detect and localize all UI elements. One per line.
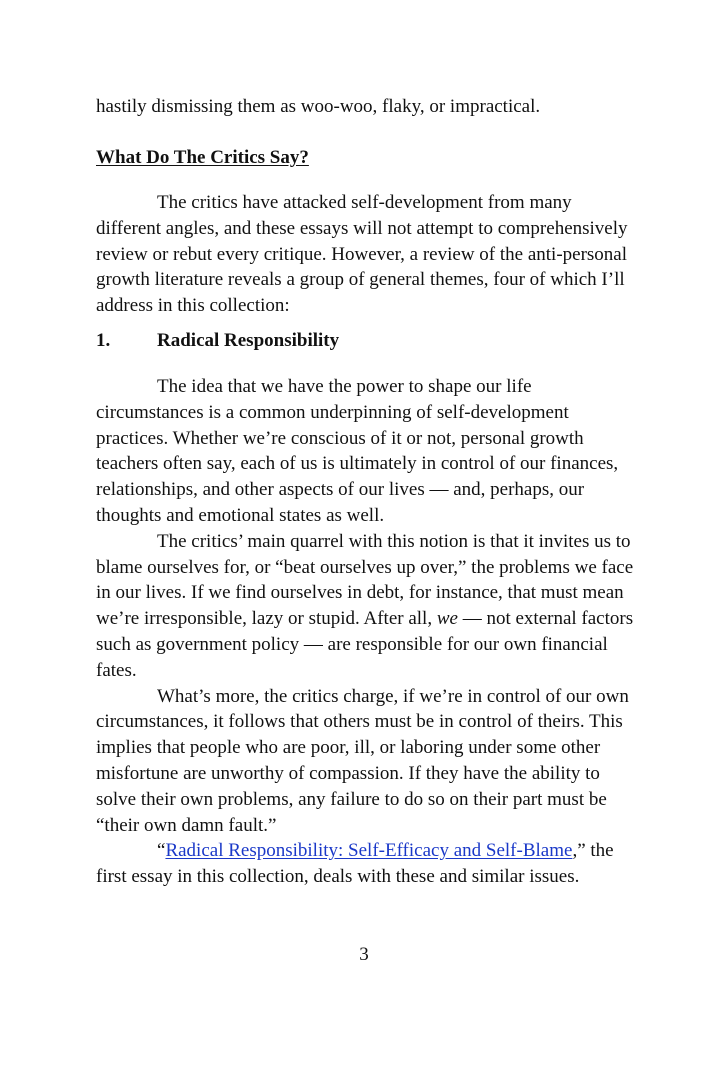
page-number: 3 — [359, 944, 369, 965]
continuation-text: hastily dismissing them as woo-woo, flaky, or impractical. — [96, 96, 541, 117]
critics-italic-word: we — [436, 608, 458, 630]
list-item-number: 1. — [96, 330, 111, 351]
critics-text-end: — not external factors such as government policy — are responsible for our own financial fates. — [96, 608, 634, 681]
power-paragraph: The idea that we have the power to shape our life circumstances is a common underpinning of self-development practices. Whether we’re conscious of it or not, personal growth teachers often say, each of us is ultimately in control of our finances, relationships, and other aspects of our lives — and, perhaps, our thoughts and emotional states as well. — [96, 376, 619, 526]
open-quote: “ — [157, 840, 166, 862]
list-item-title: Radical Responsibility — [157, 330, 340, 351]
list-item — [96, 328, 636, 354]
section-heading-block — [96, 145, 636, 171]
essay-link[interactable]: Radical Responsibility: Self-Efficacy and Self-Blame — [165, 840, 573, 862]
list-item-block — [96, 328, 636, 354]
intro-paragraph: The critics have attacked self-development from many different angles, and these essays will not attempt to comprehensively review or rebut every critique. However, a review of the anti-personal growth literature reveals a group of general themes, four of which I’ll address in this collection: — [96, 192, 628, 317]
section-heading: What Do The Critics Say? — [96, 147, 309, 168]
main-paragraphs — [96, 374, 636, 890]
critics-paragraph — [96, 529, 636, 684]
whats-more-paragraph: What’s more, the critics charge, if we’re in control of our own circumstances, it follows that others must be in control of theirs. This implies that people who are poor, ill, or laboring under some other misfortune are unworthy of compassion. If they have the ability to solve their own problems, any failure to do so on their part must be “their own damn fault.” — [96, 685, 629, 836]
body-text — [96, 94, 636, 120]
critics-text-start: The critics’ main quarrel with this notion is that it invites us to blame ourselves for, or “beat ourselves up over,” the problems we face in our lives. If we find ourselves in debt, for instance, that must mean we’re irresponsible, lazy or stupid. After all, — [96, 530, 634, 630]
final-paragraph-text: ,” the first essay in this collection, deals with these and similar issues. — [96, 840, 614, 888]
intro-block — [96, 190, 636, 319]
final-paragraph — [96, 838, 636, 890]
